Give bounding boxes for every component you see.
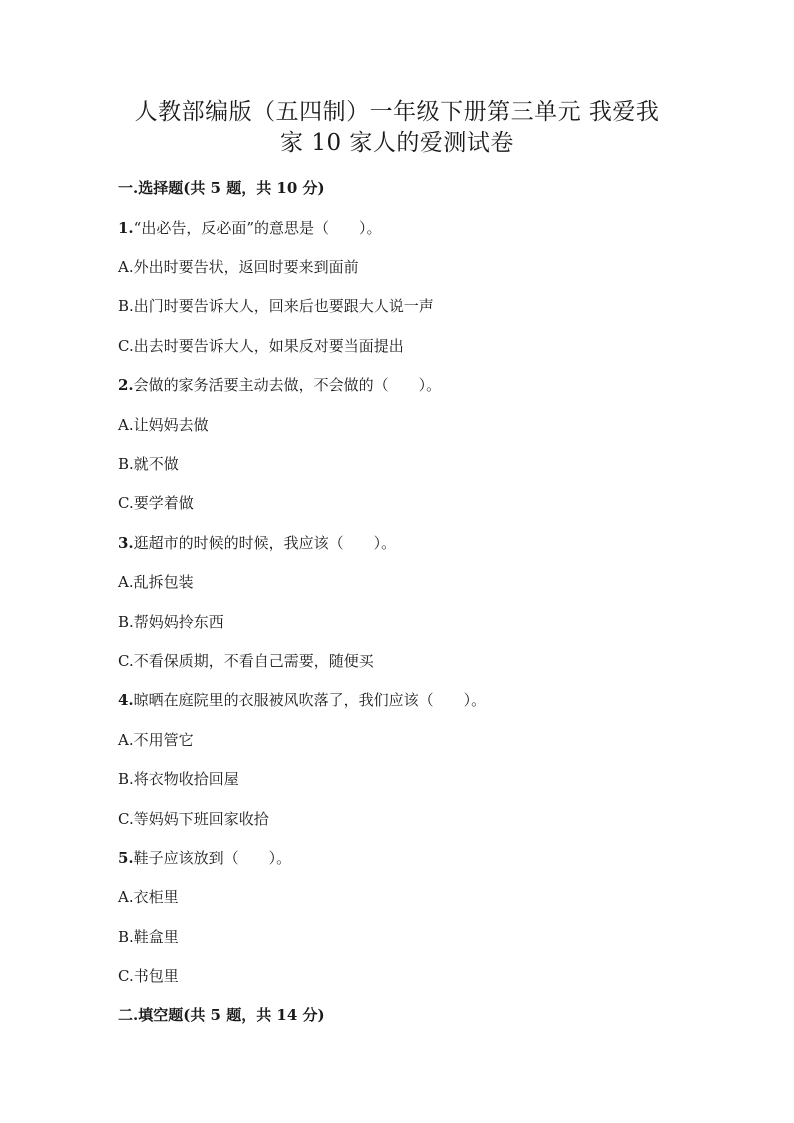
question-3-option-b: B.帮妈妈拎东西 (118, 613, 224, 631)
question-1-option-c: C.出去时要告诉大人，如果反对要当面提出 (118, 337, 404, 355)
question-text: “出必告，反必面”的意思是（ ）。 (133, 219, 382, 237)
question-1-option-a: A.外出时要告状，返回时要来到面前 (118, 258, 359, 276)
question-4-option-a: A.不用管它 (118, 731, 194, 749)
question-4-option-c: C.等妈妈下班回家收拾 (118, 810, 269, 828)
question-number: 5. (118, 849, 134, 867)
page-title-line-1: 人教部编版（五四制）一年级下册第三单元 我爱我 (134, 99, 660, 125)
question-2 (118, 375, 441, 395)
question-3-option-a: A.乱拆包装 (118, 573, 194, 591)
question-4-option-b: B.将衣物收拾回屋 (118, 770, 239, 788)
question-5-option-c: C.书包里 (118, 967, 179, 985)
question-2-option-b: B.就不做 (118, 455, 179, 473)
question-4 (118, 690, 486, 710)
question-number: 3. (118, 534, 134, 552)
question-number: 1. (118, 219, 134, 237)
question-number: 4. (118, 691, 134, 709)
section-heading-multiple-choice: 一.选择题(共 5 题，共 10 分) (118, 179, 325, 197)
question-3-option-c: C.不看保质期，不看自己需要，随便买 (118, 652, 374, 670)
section-heading-fill-in-blank: 二.填空题(共 5 题，共 14 分) (118, 1006, 325, 1024)
question-text: 逛超市的时候的时候，我应该（ ）。 (133, 534, 397, 552)
question-text: 鞋子应该放到（ ）。 (133, 849, 292, 867)
question-2-option-a: A.让妈妈去做 (118, 416, 209, 434)
page-title-line-2: 家 10 家人的爱测试卷 (280, 130, 514, 156)
question-3 (118, 533, 396, 553)
question-2-option-c: C.要学着做 (118, 494, 194, 512)
question-text: 晾晒在庭院里的衣服被风吹落了，我们应该（ ）。 (133, 691, 487, 709)
question-text: 会做的家务活要主动去做，不会做的（ ）。 (133, 376, 442, 394)
question-1-option-b: B.出门时要告诉大人，回来后也要跟大人说一声 (118, 297, 434, 315)
question-5-option-b: B.鞋盒里 (118, 928, 179, 946)
question-number: 2. (118, 376, 134, 394)
question-5 (118, 848, 291, 868)
question-1 (118, 218, 382, 238)
question-5-option-a: A.衣柜里 (118, 888, 179, 906)
